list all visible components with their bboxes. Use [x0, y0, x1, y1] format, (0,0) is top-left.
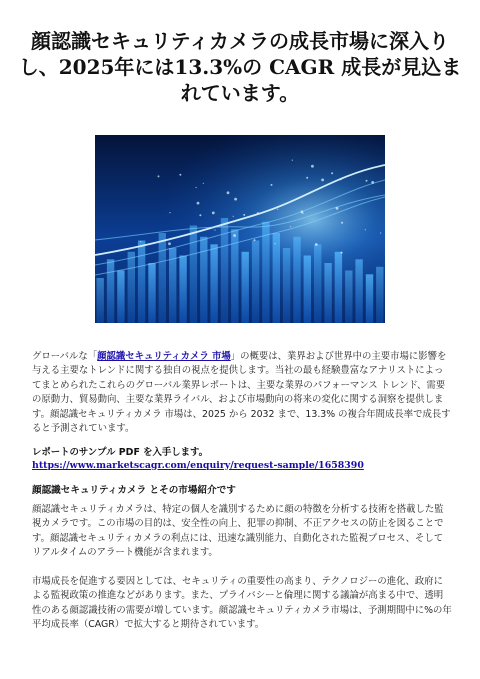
hero-bar: [345, 271, 352, 324]
hero-sparkle: [168, 242, 171, 245]
hero-sparkle: [277, 209, 278, 210]
hero-sparkle: [169, 212, 170, 213]
hero-sparkle: [197, 202, 200, 205]
hero-bar: [200, 237, 207, 323]
hero-bar: [335, 252, 342, 323]
hero-sparkle: [321, 179, 324, 182]
hero-sparkle: [227, 191, 230, 194]
hero-sparkle: [366, 180, 368, 182]
hero-bar: [252, 241, 259, 324]
hero-bar: [262, 222, 269, 323]
hero-sparkle: [380, 232, 381, 233]
hero-sparkle: [196, 187, 197, 188]
section-heading: 顔認識セキュリティカメラ とその市場紹介です: [32, 485, 236, 496]
sample-label: レポートのサンプル PDF を入手します。: [32, 447, 208, 458]
growth-factors-paragraph: 市場成長を促進する要因としては、セキュリティの重要性の高まり、テクノロジーの進化、政府による監視政策の推進などがあります。また、プライバシーと倫理に関する議論が高まる中で、透明性のある顔認識技術の需要が増しています。顔認識セキュリティカメラ市場は、予測期間中に%の年平均成長率（CAGR）で拡大すると期待されています。: [32, 576, 452, 631]
hero-bar: [242, 252, 249, 323]
hero-sparkle: [341, 252, 343, 254]
hero-bar: [148, 263, 155, 323]
hero-sparkle: [336, 207, 339, 210]
hero-sparkle: [292, 160, 293, 161]
sample-link[interactable]: https://www.marketscagr.com/enquiry/request-sample/1658390: [32, 459, 364, 471]
hero-sparkle: [233, 216, 234, 217]
hero-sparkle: [254, 239, 256, 241]
description-paragraph: 顔認識セキュリティカメラは、特定の個人を識別するために顔の特徴を分析する技術を搭載した監視カメラです。この市場の目的は、安全性の向上、犯罪の抑制、不正アクセスの防止を図ることです。顔認識セキュリティカメラの利点には、迅速な識別能力、自動化された監視プロセス、そしてリアルタイムのアラート機能が含まれます。: [32, 504, 444, 559]
hero-sparkle: [233, 234, 236, 237]
hero-sparkle: [315, 243, 318, 246]
hero-bar: [355, 259, 362, 323]
hero-sparkle: [303, 213, 304, 214]
hero-bar: [293, 237, 300, 323]
hero-sparkle: [199, 214, 201, 216]
hero-sparkle: [257, 212, 259, 214]
hero-sparkle: [179, 174, 181, 176]
hero-sparkle: [341, 222, 343, 224]
hero-sparkle: [290, 226, 291, 227]
hero-sparkle: [274, 243, 275, 244]
hero-bar: [273, 233, 280, 323]
hero-bar: [283, 248, 290, 323]
intro-paragraph: グローバルな「顔認識セキュリティカメラ 市場」の概要は、業界および世界中の主要市場に影響を与える主要なトレンドに関する独自の視点を提供します。当社の最も経験豊富なアナリストによってまとめられたこれらのグローバル業界レポートは、主要な業界のパフォーマンス トレンド、需要の原動力、貿易動向、主要な業界ライバル、および市場動向の将来の変化に関する洞察を提供します。顔認識セキュリティカメラ 市場は、2025 から 2032 まで、13.3% の複合年間成長率で成長すると予測されています。: [32, 351, 451, 435]
hero-sparkle: [158, 175, 160, 177]
hero-sparkle: [243, 214, 245, 216]
page-title: 顔認識セキュリティカメラの成長市場に深入りし、2025年には13.3%の CAGR 成長が見込まれています。: [18, 29, 462, 105]
hero-bar: [128, 252, 135, 323]
hero-sparkle: [371, 181, 374, 184]
hero-bar: [107, 259, 114, 323]
hero-bar: [179, 256, 186, 324]
hero-bar: [304, 256, 311, 324]
hero-bar: [159, 233, 166, 323]
hero-bar: [376, 267, 383, 323]
hero-sparkle: [365, 229, 366, 230]
hero-sparkle: [271, 184, 273, 186]
hero-bar: [117, 271, 124, 324]
hero-bar: [190, 226, 197, 324]
hero-sparkle: [234, 198, 237, 201]
hero-sparkle: [212, 212, 215, 215]
hero-sparkle: [311, 165, 314, 168]
hero-sparkle: [340, 179, 341, 180]
hero-sparkle: [140, 241, 141, 242]
hero-sparkle: [214, 229, 215, 230]
hero-chart-image: [95, 135, 385, 323]
hero-bar: [314, 244, 321, 323]
hero-bar: [324, 263, 331, 323]
sample-request: [32, 447, 452, 472]
market-link[interactable]: 顔認識セキュリティカメラ 市場: [97, 351, 231, 362]
hero-bar: [97, 278, 104, 323]
hero-bar: [210, 244, 217, 323]
hero-sparkle: [331, 172, 333, 174]
hero-sparkle: [306, 177, 308, 179]
hero-bar: [366, 274, 373, 323]
hero-bar: [138, 241, 145, 324]
hero-sparkle: [203, 183, 204, 184]
